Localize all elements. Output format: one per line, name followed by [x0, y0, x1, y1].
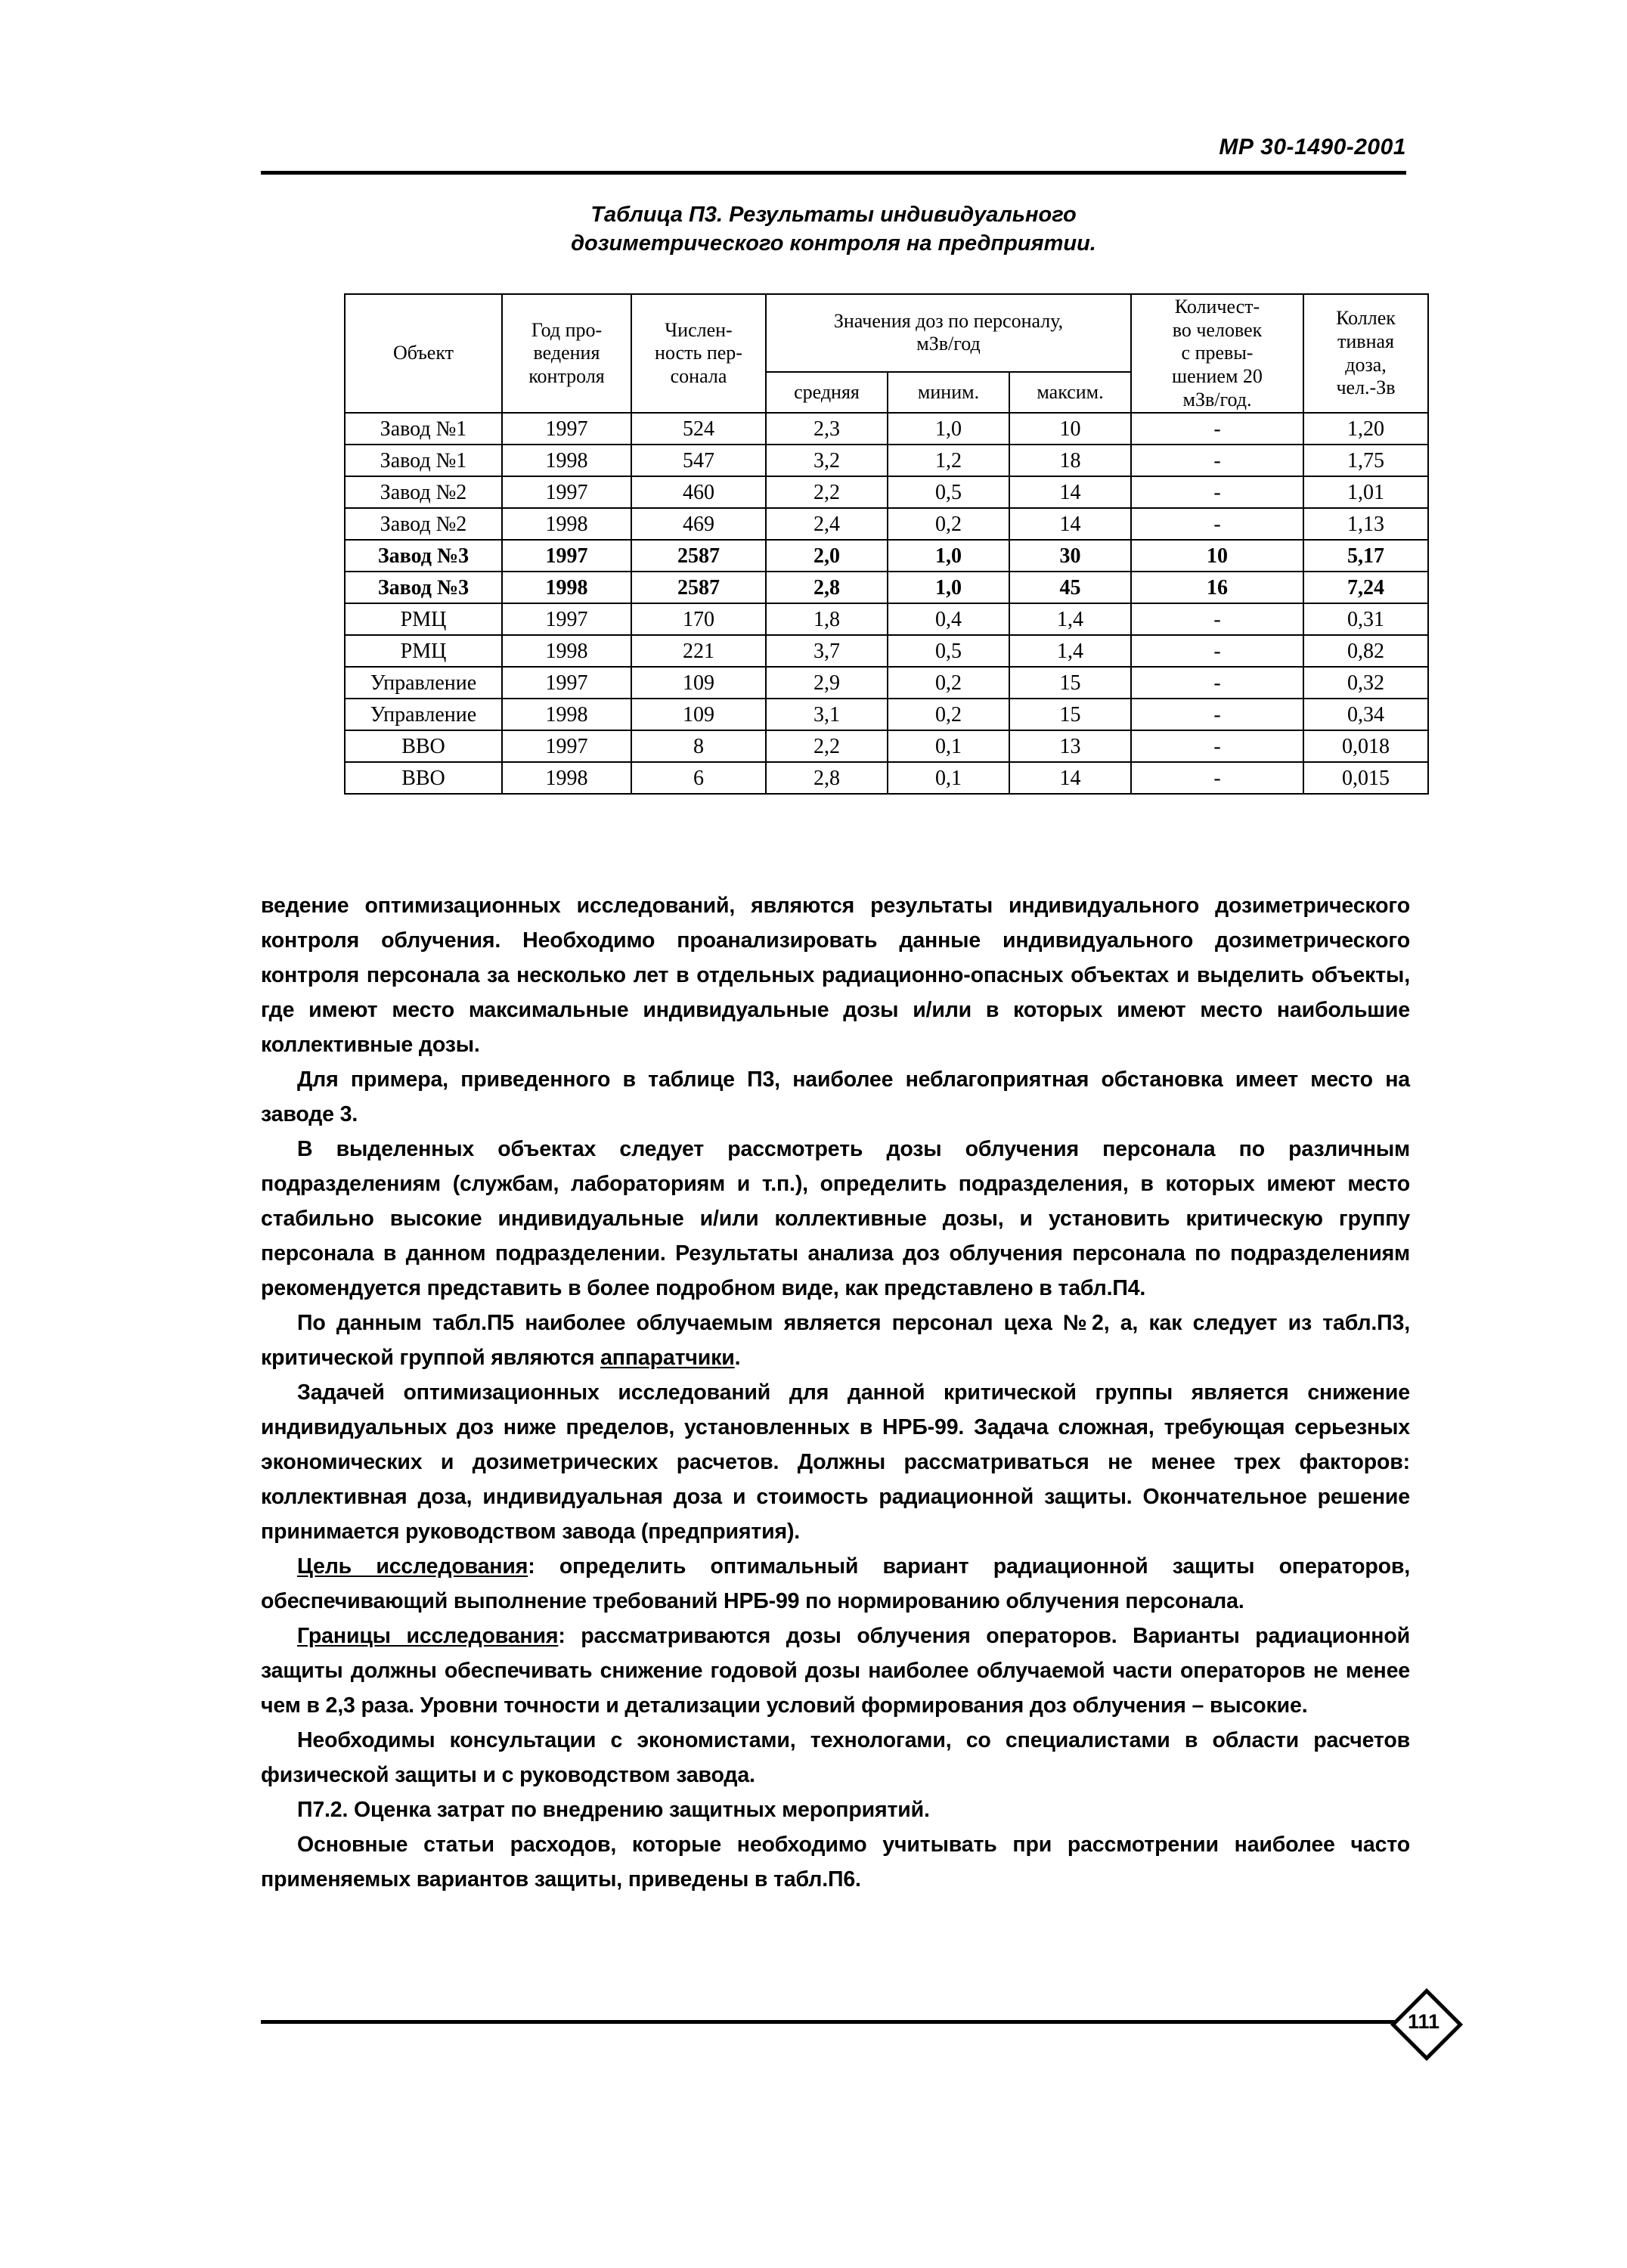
running-head-title: МР 30-1490-2001 [1219, 135, 1406, 160]
col-header-doses-group-line-1: Значения доз по персоналу, [833, 309, 1064, 332]
cell-count: 170 [631, 603, 766, 635]
cell-object: Завод №1 [345, 445, 502, 476]
cell-min: 0,4 [888, 603, 1009, 635]
table-row [345, 445, 1428, 476]
table-row [345, 762, 1428, 794]
cell-over-limit: - [1131, 635, 1303, 667]
cell-min: 0,2 [888, 699, 1009, 730]
cell-avg: 3,7 [766, 635, 888, 667]
cell-over-limit: - [1131, 445, 1303, 476]
cell-count: 6 [631, 762, 766, 794]
cell-avg: 2,4 [766, 508, 888, 540]
table-row [345, 603, 1428, 635]
paragraph-10: Основные статьи расходов, которые необходимо учитывать при рассмотрении наиболее часто применяемых вариантов защиты, приведены в табл.П6. [261, 1833, 1410, 1892]
individual-dosimetry-table [344, 293, 1429, 795]
col-header-over-limit-line-4: шением 20 [1172, 365, 1263, 388]
cell-over-limit: - [1131, 699, 1303, 730]
cell-avg: 2,8 [766, 762, 888, 794]
cell-max: 1,4 [1009, 603, 1131, 635]
cell-max: 30 [1009, 540, 1131, 572]
cell-avg: 2,2 [766, 730, 888, 762]
cell-collective-dose: 7,24 [1303, 572, 1428, 603]
cell-min: 0,1 [888, 762, 1009, 794]
col-header-count-line-2: ность пер- [655, 342, 742, 364]
col-header-over-limit-line-1: Количест- [1174, 296, 1260, 318]
cell-max: 14 [1009, 508, 1131, 540]
cell-over-limit: - [1131, 413, 1303, 445]
col-header-year-line-3: контроля [528, 365, 605, 388]
paragraph-6-text: : определить оптимальный вариант радиационной защиты операторов, обеспечивающий выполнение требований НРБ-99 по нормированию облучения персонала. [261, 1554, 1410, 1613]
cell-object: Управление [345, 667, 502, 699]
cell-object: Завод №2 [345, 508, 502, 540]
cell-count: 109 [631, 667, 766, 699]
cell-over-limit: - [1131, 476, 1303, 508]
paragraph-1: ведение оптимизационных исследований, являются результаты индивидуального дозиметрического контроля облучения. Необходимо проанализировать данные индивидуального дозиметрического контроля персонала за несколько лет в отдельных радиационно-опасных объектах и выделить объекты, где имеют место максимальные индивидуальные дозы и/или в которых имеют место наибольшие коллективные дозы. [261, 894, 1410, 1057]
cell-avg: 2,8 [766, 572, 888, 603]
cell-max: 15 [1009, 667, 1131, 699]
cell-collective-dose: 0,31 [1303, 603, 1428, 635]
col-header-avg: средняя [766, 372, 888, 414]
cell-count: 460 [631, 476, 766, 508]
cell-year: 1997 [502, 413, 631, 445]
table-row [345, 635, 1428, 667]
page-header [261, 135, 1406, 187]
header-divider-rule [261, 171, 1406, 175]
paragraph-9-section-heading: П7.2. Оценка затрат по внедрению защитных мероприятий. [297, 1798, 930, 1822]
cell-max: 1,4 [1009, 635, 1131, 667]
table-row [345, 699, 1428, 730]
cell-over-limit: - [1131, 762, 1303, 794]
col-header-collective-dose-line-4: чел.-Зв [1336, 376, 1396, 399]
cell-object: РМЦ [345, 603, 502, 635]
col-header-count [631, 294, 766, 413]
col-header-max: максим. [1009, 372, 1131, 414]
col-header-over-limit [1131, 294, 1303, 413]
col-header-doses-group-line-2: мЗв/год [916, 333, 981, 355]
paragraph-4-text-b: . [734, 1346, 741, 1370]
cell-count: 8 [631, 730, 766, 762]
cell-year: 1998 [502, 699, 631, 730]
cell-over-limit: 10 [1131, 540, 1303, 572]
cell-object: Управление [345, 699, 502, 730]
col-header-object: Объект [345, 294, 502, 413]
paragraph-5: Задачей оптимизационных исследований для данной критической группы является снижение индивидуальных доз ниже пределов, установленных в НРБ-99. Задача сложная, требующая серьезных экономических и дозиметрических расчетов. Должны рассматриваться не менее трех факторов: коллективная доза, индивидуальная доза и стоимость радиационной защиты. Окончательное решение принимается руководством завода (предприятия). [261, 1380, 1410, 1544]
cell-over-limit: - [1131, 603, 1303, 635]
paragraph-7-text: : рассматриваются дозы облучения операторов. Варианты радиационной защиты должны обеспечивать снижение годовой дозы наиболее облучаемой части операторов не менее чем в 2,3 раза. Уровни точности и детализации условий формирования доз облучения – высокие. [261, 1624, 1410, 1718]
cell-min: 1,0 [888, 413, 1009, 445]
paragraph-6 [261, 1549, 1410, 1619]
cell-min: 1,2 [888, 445, 1009, 476]
cell-year: 1998 [502, 508, 631, 540]
cell-year: 1998 [502, 762, 631, 794]
cell-object: ВВО [345, 730, 502, 762]
dose-table-container [344, 293, 1429, 795]
col-header-over-limit-line-5: мЗв/год. [1182, 388, 1252, 411]
cell-avg: 2,2 [766, 476, 888, 508]
cell-collective-dose: 0,32 [1303, 667, 1428, 699]
cell-min: 0,1 [888, 730, 1009, 762]
cell-avg: 2,9 [766, 667, 888, 699]
cell-collective-dose: 1,75 [1303, 445, 1428, 476]
cell-year: 1997 [502, 540, 631, 572]
table-row [345, 476, 1428, 508]
cell-year: 1998 [502, 635, 631, 667]
cell-count: 469 [631, 508, 766, 540]
table-caption [261, 200, 1406, 259]
cell-min: 0,2 [888, 508, 1009, 540]
cell-count: 109 [631, 699, 766, 730]
paragraph-4 [261, 1306, 1410, 1375]
cell-object: ВВО [345, 762, 502, 794]
page-number: 111 [1407, 2009, 1440, 2033]
cell-year: 1997 [502, 730, 631, 762]
cell-object: Завод №2 [345, 476, 502, 508]
paragraph-4-text-a: По данным табл.П5 наиболее облучаемым является персонал цеха №2, а, как следует из табл.П3, критической группой являются [261, 1311, 1410, 1370]
col-header-year [502, 294, 631, 413]
col-header-collective-dose-line-1: Коллек [1336, 307, 1396, 330]
table-row [345, 508, 1428, 540]
cell-object: Завод №3 [345, 572, 502, 603]
col-header-collective-dose [1303, 294, 1428, 413]
col-header-year-line-1: Год про- [531, 318, 603, 341]
cell-max: 10 [1009, 413, 1131, 445]
cell-year: 1997 [502, 667, 631, 699]
cell-over-limit: 16 [1131, 572, 1303, 603]
table-row [345, 667, 1428, 699]
cell-min: 1,0 [888, 572, 1009, 603]
cell-year: 1998 [502, 445, 631, 476]
cell-count: 2587 [631, 540, 766, 572]
body-text [261, 888, 1410, 1897]
col-header-collective-dose-line-3: доза, [1345, 353, 1387, 376]
cell-min: 0,5 [888, 476, 1009, 508]
cell-min: 0,5 [888, 635, 1009, 667]
cell-object: Завод №3 [345, 540, 502, 572]
cell-object: РМЦ [345, 635, 502, 667]
table-caption-line-1: Таблица П3. Результаты индивидуального [590, 203, 1077, 227]
cell-over-limit: - [1131, 730, 1303, 762]
research-bounds-heading: Границы исследования [297, 1624, 559, 1648]
cell-min: 1,0 [888, 540, 1009, 572]
cell-collective-dose: 0,018 [1303, 730, 1428, 762]
paragraph-7 [261, 1619, 1410, 1723]
cell-collective-dose: 1,20 [1303, 413, 1428, 445]
paragraph-2: Для примера, приведенного в таблице П3, наиболее неблагоприятная обстановка имеет место на заводе 3. [261, 1067, 1410, 1126]
cell-max: 14 [1009, 476, 1131, 508]
cell-avg: 3,2 [766, 445, 888, 476]
col-header-doses-group [766, 294, 1131, 372]
cell-over-limit: - [1131, 667, 1303, 699]
paragraph-8: Необходимы консультации с экономистами, технологами, со специалистами в области расчетов физической защиты и с руководством завода. [261, 1728, 1410, 1787]
col-header-min: миним. [888, 372, 1009, 414]
cell-avg: 2,0 [766, 540, 888, 572]
research-goal-heading: Цель исследования [297, 1554, 528, 1579]
cell-count: 524 [631, 413, 766, 445]
cell-max: 15 [1009, 699, 1131, 730]
cell-avg: 3,1 [766, 699, 888, 730]
page-number-badge [1393, 1991, 1454, 2052]
cell-object: Завод №1 [345, 413, 502, 445]
col-header-collective-dose-line-2: тивная [1337, 330, 1394, 352]
cell-max: 13 [1009, 730, 1131, 762]
cell-collective-dose: 0,015 [1303, 762, 1428, 794]
cell-count: 547 [631, 445, 766, 476]
table-caption-line-2: дозиметрического контроля на предприятии. [571, 231, 1096, 256]
cell-collective-dose: 1,13 [1303, 508, 1428, 540]
cell-max: 14 [1009, 762, 1131, 794]
cell-over-limit: - [1131, 508, 1303, 540]
col-header-count-line-1: Числен- [665, 318, 733, 341]
cell-min: 0,2 [888, 667, 1009, 699]
cell-count: 221 [631, 635, 766, 667]
col-header-count-line-3: сонала [670, 365, 727, 388]
table-row [345, 540, 1428, 572]
cell-avg: 2,3 [766, 413, 888, 445]
cell-max: 18 [1009, 445, 1131, 476]
table-header-row-1 [345, 294, 1428, 372]
cell-avg: 1,8 [766, 603, 888, 635]
table-row [345, 730, 1428, 762]
cell-year: 1997 [502, 476, 631, 508]
table-row [345, 572, 1428, 603]
cell-collective-dose: 0,82 [1303, 635, 1428, 667]
col-header-year-line-2: ведения [533, 342, 600, 364]
table-body [345, 413, 1428, 794]
cell-count: 2587 [631, 572, 766, 603]
cell-collective-dose: 5,17 [1303, 540, 1428, 572]
table-head [345, 294, 1428, 413]
cell-collective-dose: 0,34 [1303, 699, 1428, 730]
cell-year: 1998 [502, 572, 631, 603]
table-row [345, 413, 1428, 445]
cell-max: 45 [1009, 572, 1131, 603]
col-header-over-limit-line-2: во человек [1172, 318, 1263, 341]
cell-year: 1997 [502, 603, 631, 635]
footer-divider-rule [261, 2020, 1406, 2024]
critical-group-emphasis: аппаратчики [600, 1346, 735, 1370]
paragraph-3: В выделенных объектах следует рассмотреть дозы облучения персонала по различным подразделениям (службам, лабораториям и т.п.), определить подразделения, в которых имеют место стабильно высокие индивидуальные и/или коллективные дозы, и установить критическую группу персонала в данном подразделении. Результаты анализа доз облучения персонала по подразделениям рекомендуется представить в более подробном виде, как представлено в табл.П4. [261, 1137, 1410, 1300]
col-header-over-limit-line-3: с превы- [1181, 342, 1254, 364]
cell-collective-dose: 1,01 [1303, 476, 1428, 508]
